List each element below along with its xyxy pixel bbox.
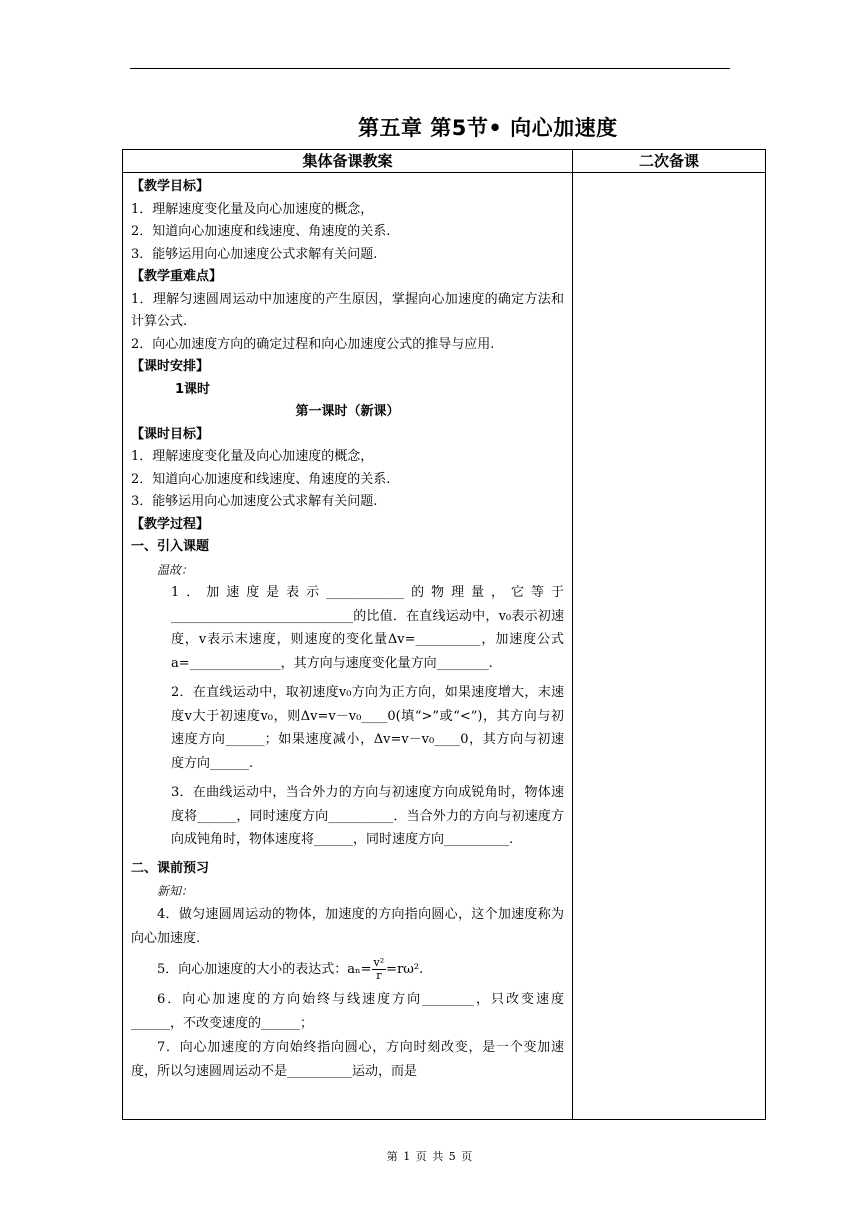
process-heading: 【教学过程】 — [131, 516, 210, 532]
preview-item-4: 4．做匀速圆周运动的物体，加速度的方向指向圆心，这个加速度称为向心加速度. — [131, 906, 564, 946]
schedule-value: 1课时 — [175, 381, 211, 397]
part1-heading: 一、引入课题 — [131, 539, 210, 554]
part2-heading: 二、课前预习 — [131, 860, 210, 876]
lesson-goals-heading: 【课时目标】 — [131, 426, 210, 442]
formula-fraction — [372, 957, 387, 982]
goals-heading: 【教学目标】 — [131, 179, 210, 194]
lesson-title: 第一课时（新课） — [295, 404, 400, 419]
column-header-secondary: 二次备课 — [573, 150, 766, 173]
column-header-collective: 集体备课教案 — [123, 150, 573, 173]
lesson-goal-item: 1．理解速度变化量及向心加速度的概念， — [131, 449, 374, 464]
page-title: 第五章 第5节• 向心加速度 — [358, 116, 618, 140]
key-point-item: 1．理解匀速圆周运动中加速度的产生原因，掌握向心加速度的确定方法和计算公式. — [131, 291, 564, 329]
header-rule — [130, 68, 730, 69]
question-3: 3．在曲线运动中，当合外力的方向与初速度方向成锐角时，物体速度将______，同时速度方向__________．当合外力的方向与初速度方向成钝角时，物体速度将______，同时速度方向__________. — [171, 785, 564, 847]
question-1: 1．加速度是表示____________的物理量，它等于____________________________的比值．在直线运动中，v₀表示初速度，v表示末速度，则速度的变化量Δv=__________，加速度公式a=______________，其方向与速度变化量方向________. — [171, 585, 564, 671]
lesson-goal-item: 3．能够运用向心加速度公式求解有关问题. — [131, 494, 378, 509]
collective-plan-cell — [123, 173, 573, 1120]
page-footer: 第 1 页 共 5 页 — [386, 1150, 474, 1163]
preview-item-5 — [131, 957, 564, 982]
formula-prefix: 5．向心加速度的大小的表达式：aₙ= — [157, 961, 372, 977]
new-knowledge-label: 新知： — [157, 884, 194, 898]
fraction-denominator: r — [376, 968, 382, 982]
lesson-plan-table — [122, 149, 766, 1120]
goal-item: 2．知道向心加速度和线速度、角速度的关系. — [131, 224, 391, 239]
key-points-heading: 【教学重难点】 — [131, 269, 223, 284]
fraction-numerator: v² — [373, 955, 385, 969]
goal-item: 1．理解速度变化量及向心加速度的概念， — [131, 201, 374, 217]
question-2: 2．在直线运动中，取初速度v₀方向为正方向，如果速度增大，末速度v大于初速度v₀，则Δv=v－v₀____0(填“>”或“<”)，其方向与初速度方向______；如果速度减小，Δv=v－v₀____0，其方向与初速度方向______. — [171, 685, 564, 771]
secondary-plan-cell — [573, 173, 766, 1120]
lesson-goal-item: 2．知道向心加速度和线速度、角速度的关系. — [131, 471, 391, 487]
goal-item: 3．能够运用向心加速度公式求解有关问题. — [131, 246, 378, 262]
formula-suffix: =rω². — [386, 961, 424, 977]
preview-item-7: 7．向心加速度的方向始终指向圆心，方向时刻改变，是一个变加速度，所以匀速圆周运动不是__________运动，而是 — [131, 1039, 564, 1079]
schedule-heading: 【课时安排】 — [131, 359, 210, 374]
key-point-item: 2．向心加速度方向的确定过程和向心加速度公式的推导与应用. — [131, 336, 495, 352]
preview-item-6: 6．向心加速度的方向始终与线速度方向________，只改变速度______，不改变速度的______； — [131, 991, 564, 1031]
review-label: 温故： — [157, 562, 194, 577]
